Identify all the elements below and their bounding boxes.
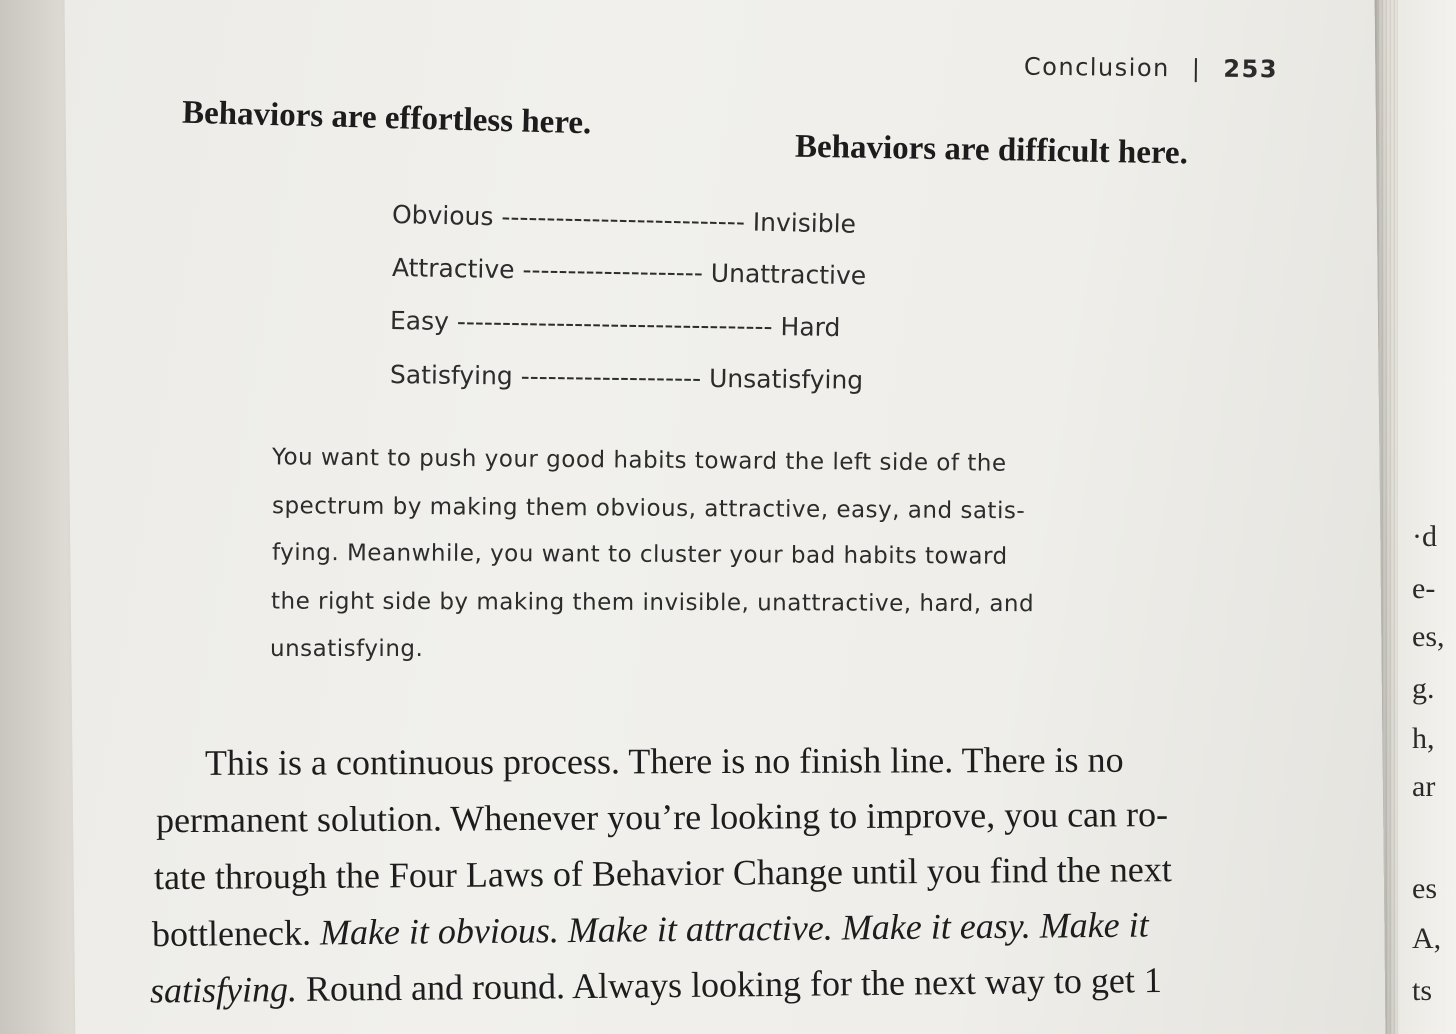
section-title: Conclusion (1023, 52, 1170, 83)
caption-line: fying. Meanwhile, you want to cluster your bad habits toward (271, 539, 1008, 570)
running-header (1024, 53, 1278, 84)
body-line: tate through the Four Laws of Behavior Change until you find the next (153, 849, 1172, 898)
next-page-fragment: es, (1412, 620, 1445, 653)
body-text: bottleneck. (151, 912, 321, 955)
heading-difficult: Behaviors are difficult here. (794, 128, 1189, 172)
spectrum-left-label: Attractive (391, 253, 515, 285)
heading-effortless: Behaviors are effortless here. (181, 94, 592, 142)
spectrum-right-label: Unsatisfying (708, 363, 864, 395)
spectrum-dashes: ----------------------------------- (456, 307, 773, 342)
next-page-fragment: ·d (1412, 520, 1437, 553)
spectrum-dashes: -------------------- (522, 255, 704, 288)
caption-line: unsatisfying. (270, 636, 424, 662)
caption-line: You want to push your good habits toward the left side of the (271, 444, 1007, 477)
body-line: This is a continuous process. There is no finish line. There is no (204, 739, 1124, 783)
spectrum-right-label: Hard (780, 312, 841, 343)
body-text: Round and round. Always looking for the next way to get 1 (296, 959, 1163, 1010)
spectrum-right-label: Invisible (752, 207, 857, 239)
caption-line: the right side by making them invisible, unattractive, hard, and (270, 588, 1035, 618)
next-page-fragment: h, (1412, 722, 1435, 755)
header-separator: | (1191, 54, 1202, 83)
spectrum-left-label: Easy (389, 306, 450, 336)
spectrum-dashes: -------------------- (520, 361, 702, 393)
next-page-fragment: e- (1412, 572, 1436, 605)
next-page-fragment: ar (1412, 770, 1436, 803)
body-italic-text: Make it obvious. Make it attractive. Make it easy. Make it (319, 904, 1149, 953)
spectrum-left-label: Obvious (391, 200, 494, 232)
body-italic-text: satisfying. (149, 969, 298, 1011)
spectrum-row (390, 360, 864, 395)
spectrum-right-label: Unattractive (710, 258, 867, 291)
spectrum-dashes: --------------------------- (501, 202, 746, 237)
spectrum-left-label: Satisfying (389, 360, 513, 391)
page-number: 253 (1223, 54, 1279, 84)
next-page-fragment: g. (1412, 672, 1435, 705)
next-page-fragment: A, (1412, 922, 1442, 955)
body-line: permanent solution. Whenever you’re looking to improve, you can ro- (155, 794, 1169, 841)
next-page-fragment: ts (1412, 974, 1433, 1007)
caption-line: spectrum by making them obvious, attractive, easy, and satis- (271, 493, 1026, 525)
next-page-fragment: es (1412, 872, 1437, 905)
